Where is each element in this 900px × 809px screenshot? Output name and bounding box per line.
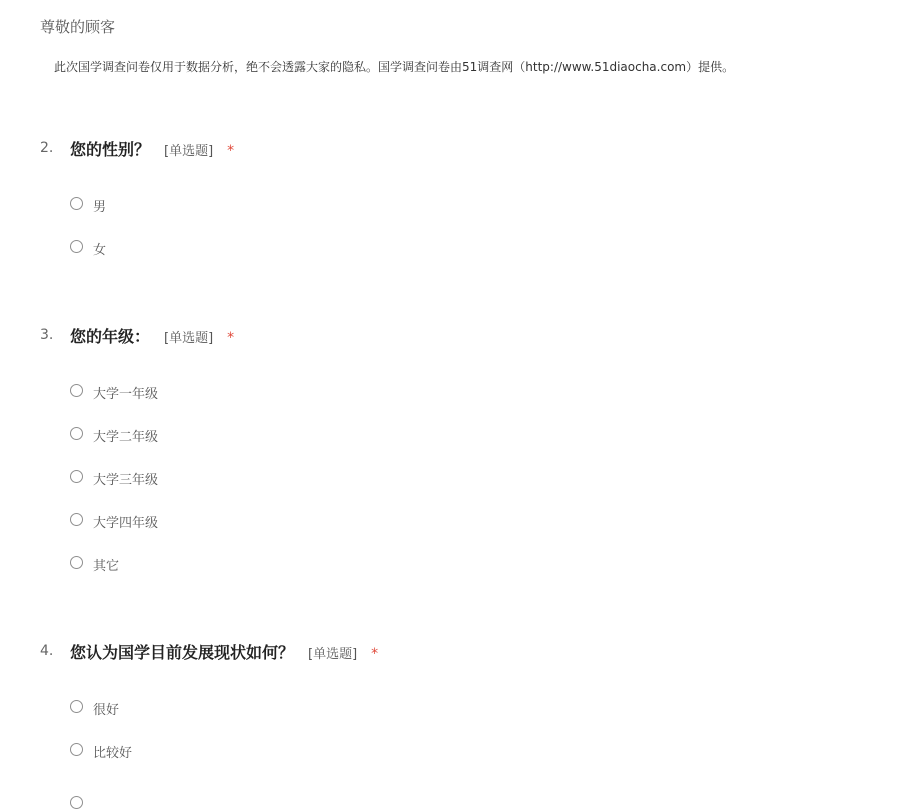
survey-greeting: 尊敬的顾客 [40, 18, 116, 36]
question-header [0, 639, 900, 663]
question-grade [0, 323, 900, 574]
required-marker: * [227, 330, 235, 346]
question-title [70, 640, 378, 663]
radio-button[interactable] [70, 240, 83, 253]
radio-button[interactable] [70, 796, 83, 809]
radio-button[interactable] [70, 427, 83, 440]
option-label[interactable]: 很好 [93, 703, 120, 718]
option-label[interactable]: 比较好 [93, 746, 133, 761]
option-label[interactable]: 男 [93, 200, 107, 215]
radio-button[interactable] [70, 513, 83, 526]
option-label[interactable]: 大学三年级 [93, 473, 159, 488]
radio-button[interactable] [70, 556, 83, 569]
radio-button[interactable] [70, 470, 83, 483]
question-title [70, 137, 234, 160]
question-type-tag: [单选题] [164, 144, 214, 159]
question-number: 3. [40, 327, 54, 343]
option-label[interactable]: 其它 [93, 559, 120, 574]
question-type-tag: [单选题] [308, 647, 358, 662]
question-header [0, 323, 900, 347]
required-marker: * [227, 143, 235, 159]
radio-button[interactable] [70, 743, 83, 756]
option-label[interactable]: 女 [93, 243, 107, 258]
required-marker: * [371, 646, 379, 662]
question-title-text: 您的年级： [70, 327, 151, 346]
question-header [0, 136, 900, 160]
option-label[interactable]: 大学一年级 [93, 387, 159, 402]
question-title-text: 您的性别？ [70, 140, 151, 159]
radio-button[interactable] [70, 700, 83, 713]
question-number: 4. [40, 643, 54, 659]
question-title-text: 您认为国学目前发展现状如何？ [70, 643, 295, 662]
option-label[interactable]: 大学四年级 [93, 516, 159, 531]
question-type-tag: [单选题] [164, 331, 214, 346]
option-label[interactable]: 大学二年级 [93, 430, 159, 445]
question-guoxue-status [0, 639, 900, 761]
question-number: 2. [40, 140, 54, 156]
radio-button[interactable] [70, 384, 83, 397]
survey-intro: 此次国学调查问卷仅用于数据分析，绝不会透露大家的隐私。国学调查问卷由51调查网（http://www.51diaocha.com）提供。 [54, 60, 735, 74]
radio-button[interactable] [70, 197, 83, 210]
question-gender [0, 136, 900, 258]
question-title [70, 324, 234, 347]
